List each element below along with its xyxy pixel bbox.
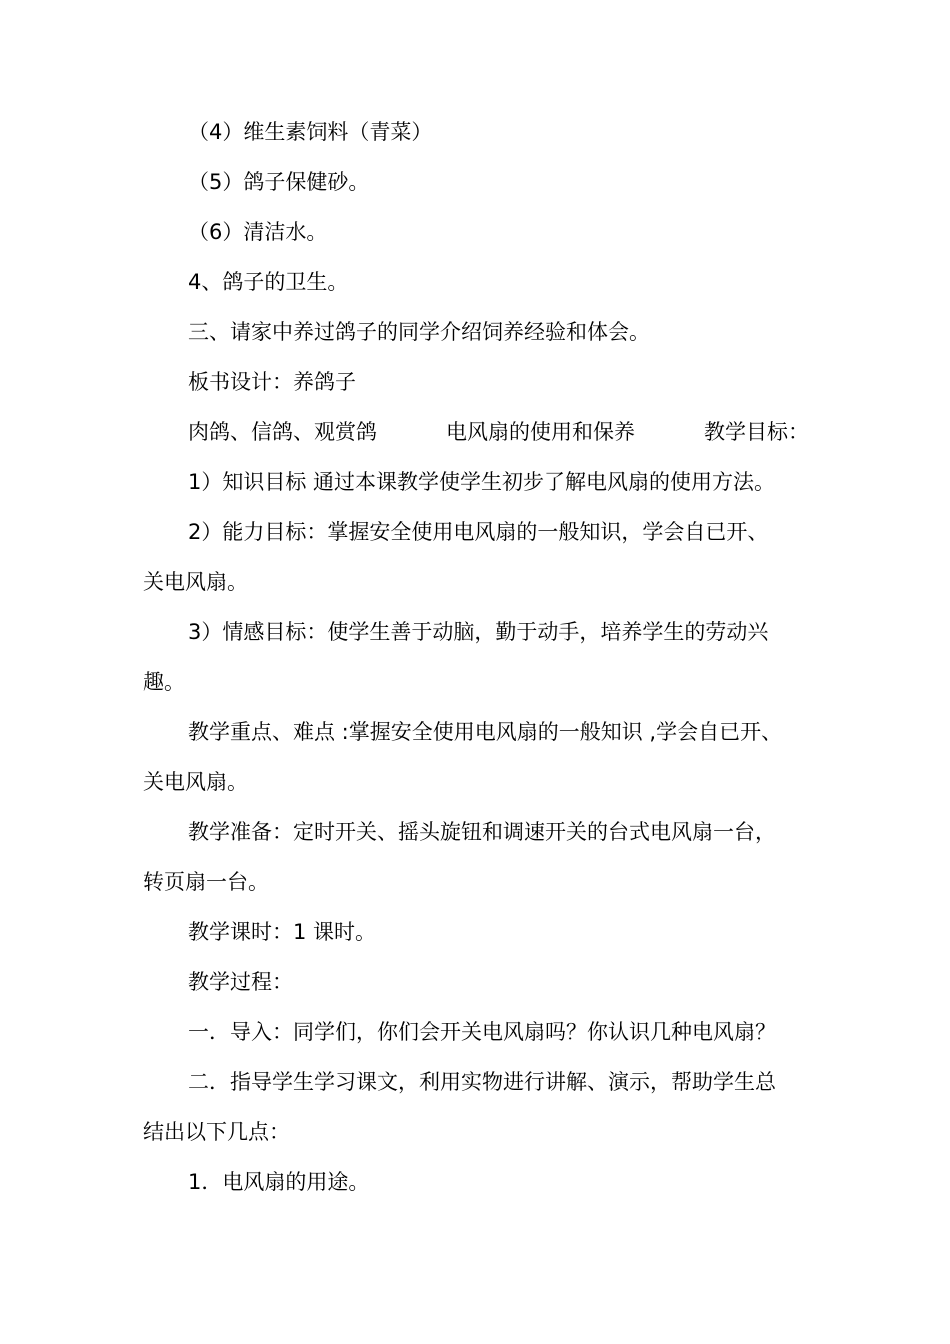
paragraph: （5）鸽子保健砂。 (188, 170, 370, 194)
paragraph-continuation: 转页扇一台。 (143, 870, 269, 894)
paragraph: 教学课时：1 课时。 (188, 920, 377, 944)
paragraph: 教学准备：定时开关、摇头旋钮和调速开关的台式电风扇一台， (188, 820, 776, 844)
paragraph: 二．指导学生学习课文，利用实物进行讲解、演示，帮助学生总 (188, 1070, 776, 1094)
paragraph: 4、鸽子的卫生。 (188, 270, 349, 294)
paragraph: （6）清洁水。 (188, 220, 328, 244)
paragraph: 教学重点、难点 :掌握安全使用电风扇的一般知识 ,学会自已开、 (188, 720, 783, 744)
paragraph: 一．导入：同学们，你们会开关电风扇吗？你认识几种电风扇？ (188, 1020, 776, 1044)
paragraph: （4）维生素饲料（青菜） (188, 120, 433, 144)
teaching-goals-label: 教学目标： (704, 420, 809, 444)
paragraph-continuation: 关电风扇。 (143, 770, 248, 794)
paragraph-continuation: 关电风扇。 (143, 570, 248, 594)
paragraph-continuation: 趣。 (143, 670, 185, 694)
paragraph: 2）能力目标：掌握安全使用电风扇的一般知识，学会自已开、 (188, 520, 769, 544)
paragraph-continuation: 结出以下几点： (143, 1120, 290, 1144)
lesson-title-text: 电风扇的使用和保养 (446, 420, 635, 444)
paragraph: 三、请家中养过鸽子的同学介绍饲养经验和体会。 (188, 320, 650, 344)
paragraph: 教学过程： (188, 970, 293, 994)
pigeon-types-text: 肉鸽、信鸽、观赏鸽 (188, 420, 377, 444)
paragraph: 1．电风扇的用途。 (188, 1170, 370, 1194)
paragraph: 1）知识目标 通过本课教学使学生初步了解电风扇的使用方法。 (188, 470, 776, 494)
paragraph: 板书设计：养鸽子 (188, 370, 356, 394)
paragraph: 3）情感目标：使学生善于动脑，勤于动手，培养学生的劳动兴 (188, 620, 769, 644)
